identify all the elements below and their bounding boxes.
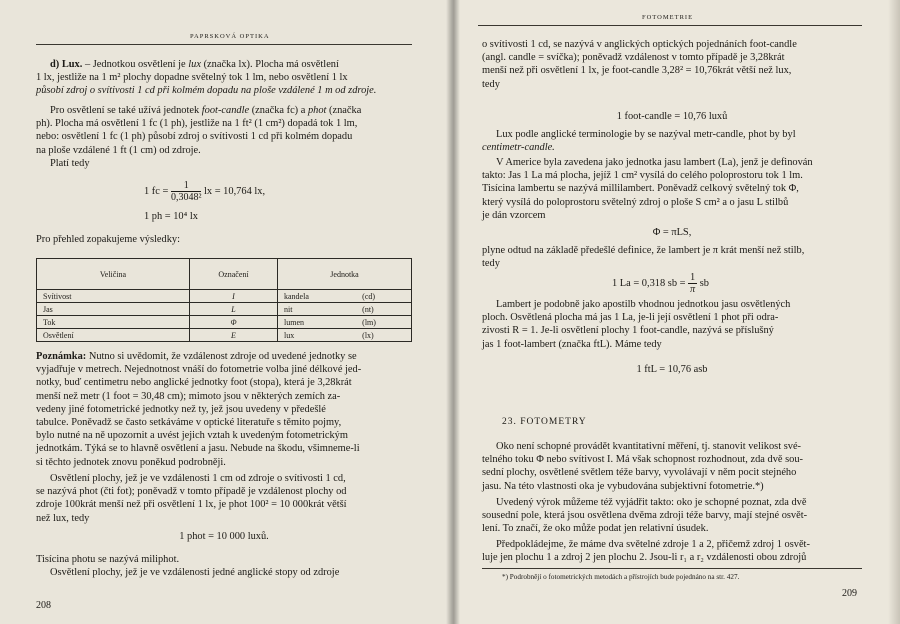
- lux-paragraph: d) Lux. – Jednotkou osvětlení je lux (značka lx). Plocha má osvětlení 1 lx, jestliže na 1 m² plochy dopadne světelný tok 1 lm, nebo osvětlení 1 lx působí zdroj o svítivosti 1 cd při kolmém dopadu na ploše vzdálené 1 m od zdroje.: [36, 59, 377, 97]
- miliphot-line: Tisícina photu se nazývá miliphot.: [36, 554, 180, 565]
- table-row: Osvětlení E lux (lx): [37, 329, 412, 342]
- book-gutter: [446, 0, 460, 624]
- fc-paragraph: Pro osvětlení se také užívá jednotek foot-candle (značka fc) a phot (značka ph). Plocha má osvětlení 1 fc (1 ph), jestliže na 1 ft² (1 cm²) dopadá tok 1 lm, nebo: osvětlení 1 fc (1 ph) působí zdroj o svítivosti 1 cd při kolmém dopadu na ploše vzdálené 1 ft (1 cm) od zdroje. Platí tedy: [36, 105, 362, 169]
- table-header-cell: Veličina: [37, 259, 190, 290]
- table-header-cell: Označení: [190, 259, 278, 290]
- table-row: Jas L nit (nt): [37, 303, 412, 316]
- units-table-header: [37, 259, 412, 290]
- equation-foot-lambert: 1 ftL = 10,76 asb: [636, 364, 708, 375]
- right-page-number: 209: [842, 588, 857, 599]
- equation-flux: Φ = πLS,: [652, 227, 692, 238]
- page-edge: [888, 0, 900, 624]
- footnote-rule: [482, 568, 862, 569]
- foot-candle-paragraph: o svítivosti 1 cd, se nazývá v anglických optických pojednáních foot-candle (angl. candle = svíčka); poněvadž vzdálenost v tomto případě je 3,28krát menší než při osvětlení 1 lx, je foot-candle 3,28² = 10,76krát větší než lux, tedy: [482, 39, 797, 90]
- equation-lambert: 1 La = 0,318 sb = $\frac{1}{\pi}$ sb: [612, 272, 709, 295]
- note-paragraph: Poznámka: Nutno si uvědomit, že vzdálenost zdroje od uvedené jednotky se vyjadřuje v metrech. Nejednotnost vnáší do fotometrie volba jiné délkové jed- notky, buď centimetru nebo anglické jednotky foot (stopa), která je 3,28krát menší než metr (1 foot = 30,48 cm); mimoto jsou v některých zemích za- vedeny jiné fotometrické jednotky než ty, jež jsou uvedeny v předešlé tabulce. Poněvadž se často setkáváme v optické literatuře s těmito pojmy, bylo nutné na ně upozornit a uvést jejich vztah k uvedeným fotometrickým jednotkám. Týká se to hlavně osvětlení a jasu. Nebude na škodu, všimneme-li si těchto jednotek znovu poněkud podrobněji.: [36, 351, 362, 468]
- right-head-rule: [478, 25, 862, 26]
- left-running-head: PAPRSKOVÁ OPTIKA: [190, 33, 270, 40]
- equation-foot-candle: 1 foot-candle = 10,76 luxů: [616, 111, 728, 122]
- units-table: [36, 258, 412, 342]
- metr-candle-paragraph: Lux podle anglické terminologie by se nazýval metr-candle, phot by byl centimetr-candle.: [482, 129, 796, 154]
- prehled-line: Pro přehled zopakujeme výsledky:: [36, 234, 180, 245]
- equation-phot: 1 phot = 10 000 luxů.: [179, 531, 269, 542]
- table-row: Tok Φ lumen (lm): [37, 316, 412, 329]
- phot-paragraph: Osvětlení plochy, jež je ve vzdálenosti 1 cm od zdroje o svítivosti 1 cd, se nazývá phot (čti fot); poněvadž v tomto případě je vzdálenost plochy od zdroje 100krát menší než při osvětlení 1 lx, je phot 100² = 10 000krát větší než lux, tedy: [36, 473, 347, 524]
- footnote: *) Podrobnějí o fotometrických metodách a přístrojích bude pojednáno na str. 427.: [502, 573, 740, 581]
- lambert-definition: V Americe byla zavedena jako jednotka jasu lambert (La), jenž je definován takto: Jas 1 La má plocha, jejíž 1 cm² vysílá do celého poloprostoru tok 1 lm. Tisícina lambertu se nazývá millilambert. Poněvadž celkový světelný tok Φ, který vysílá do poloprostoru světelný zdroj o ploše S cm² a o jasu L stilbů je dán vzorcem: [482, 157, 813, 221]
- equation-fc: 1 fc = $\frac{1}{\text{0,3048²}}$ lx = 10,764 lx,: [144, 180, 266, 203]
- plyne-paragraph: plyne odtud na základě předešlé definice, že lambert je π krát menší než stilb, tedy: [482, 245, 805, 270]
- last-line: Osvětlení plochy, jež je ve vzdálenosti jedné anglické stopy od zdroje: [50, 567, 340, 578]
- table-header-cell: Jednotka: [278, 259, 412, 290]
- right-running-head: FOTOMETRIE: [642, 14, 694, 21]
- vyrok-paragraph: Uvedený výrok můžeme též vyjádřit takto: oko je schopné poznat, zda dvě sousední pole, která jsou osvětlena dvěma zdroji téže barvy, mají stejné osvět- lení. To značí, že oko může podat jen relativní úsudek.: [482, 497, 808, 535]
- oko-paragraph: Oko není schopné provádět kvantitativní měření, tj. stanovit velikost své- telného toku Φ nebo svítivost I. Má však schopnost rozhodnout, zda dvě sou- sední plochy, osvětlené světlem téže barvy, vyvolávají v něm pocit stejného jasu. Na této vlastnosti oka je vybudována subjektivní fotometrie.*): [482, 441, 803, 492]
- left-head-rule: [36, 44, 412, 45]
- section-heading: 23. FOTOMETRY: [502, 417, 587, 427]
- right-page: [452, 0, 900, 624]
- lambert-paragraph: Lambert je podobně jako apostilb vhodnou jednotkou jasu osvětlených ploch. Osvětlená plocha má jas 1 La, je-li její osvětlení 1 phot při odra- zivosti R = 1. Je-li osvětlení plochy 1 foot-candle, nazývá se příslušný jas 1 foot-lambert (značka ftL). Máme tedy: [482, 299, 791, 350]
- table-row: Svítivost I kandela (cd): [37, 290, 412, 303]
- equation-ph: 1 ph = 10⁴ lx: [144, 211, 198, 222]
- left-page-number: 208: [36, 600, 51, 611]
- predpoklad-paragraph: Předpokládejme, že máme dva světelné zdroje 1 a 2, přičemž zdroj 1 osvět- luje jen plochu 1 a zdroj 2 jen plochu 2. Jsou-li r₁ a r₂ vzdálenosti obou zdrojů: [482, 539, 810, 564]
